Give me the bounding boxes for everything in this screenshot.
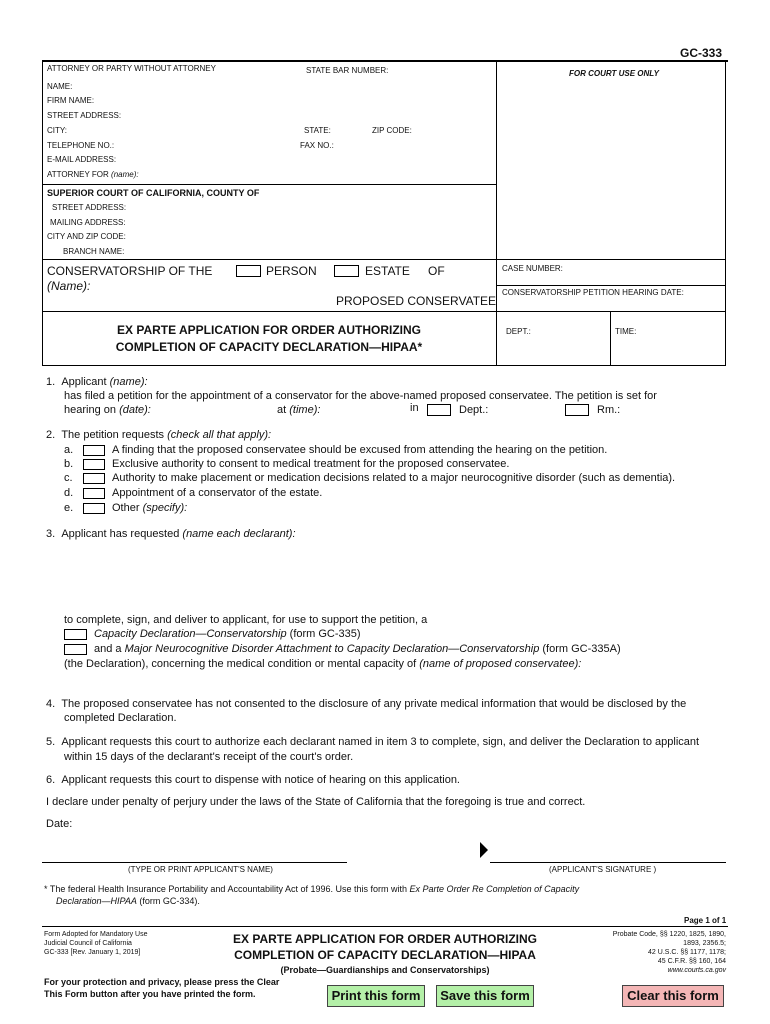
item3-attachment-text: and a Major Neurocognitive Disorder Attachment to Capacity Declaration—Conservatorship (form GC-335A) xyxy=(94,643,621,655)
footnote: * The federal Health Insurance Portability and Accountability Act of 1996. Use this form with Ex Parte Order Re Completion of Capacity xyxy=(44,884,580,894)
item6-text: 6. Applicant requests this court to dispense with notice of hearing on this application. xyxy=(46,774,460,786)
item3-label: 3. Applicant has requested (name each declarant): xyxy=(46,528,296,540)
declaration-statement: I declare under penalty of perjury under the laws of the State of California that the foregoing is true and correct. xyxy=(46,796,586,808)
zip-field[interactable]: ZIP CODE: xyxy=(372,126,412,135)
item2d-text: Appointment of a conservator of the estate. xyxy=(112,487,323,499)
item1-time: at (time): xyxy=(277,404,321,416)
item5-text: 5. Applicant requests this court to authorize each declarant named in item 3 to complete, sign, and deliver the Declaration to applicant xyxy=(46,736,700,748)
signature-line xyxy=(490,862,726,863)
arrow-icon xyxy=(480,842,488,858)
item2c-text: Authority to make placement or medication decisions related to a major neurocognitive disorder (such as dementia). xyxy=(112,472,676,484)
case-number-field[interactable]: CASE NUMBER: xyxy=(502,264,563,273)
item2a-text: A finding that the proposed conservatee should be excused from attending the hearing on the petition. xyxy=(112,444,608,456)
of-label: OF xyxy=(428,264,445,278)
item2d-checkbox[interactable] xyxy=(83,488,105,499)
signature-label: (APPLICANT'S SIGNATURE ) xyxy=(549,865,657,874)
item2c-checkbox[interactable] xyxy=(83,473,105,484)
item1-label: 1. Applicant (name): xyxy=(46,376,148,388)
applicant-name-field[interactable] xyxy=(42,840,347,862)
item2b-checkbox[interactable] xyxy=(83,459,105,470)
conservatorship-of: CONSERVATORSHIP OF THE xyxy=(47,264,213,278)
person-checkbox[interactable] xyxy=(236,265,261,277)
email-field[interactable]: E-MAIL ADDRESS: xyxy=(47,155,117,164)
item2a-checkbox[interactable] xyxy=(83,445,105,456)
item2-label: 2. The petition requests (check all that apply): xyxy=(46,429,272,441)
court-branch-field[interactable]: BRANCH NAME: xyxy=(63,247,125,256)
name-field[interactable]: NAME: xyxy=(47,82,73,91)
item1-dept: Dept.: xyxy=(459,404,489,416)
website-link: www.courts.ca.gov xyxy=(667,967,726,974)
city-field[interactable]: CITY: xyxy=(47,126,68,135)
item2b-text: Exclusive authority to consent to medical treatment for the proposed conservatee. xyxy=(112,458,510,470)
estate-checkbox[interactable] xyxy=(334,265,359,277)
state-bar-label: STATE BAR NUMBER: xyxy=(306,66,389,75)
estate-label: ESTATE xyxy=(365,264,410,278)
item3-declaration-text: (the Declaration), concerning the medical condition or mental capacity of (name of proposed conservatee): xyxy=(64,658,582,670)
item1-text: has filed a petition for the appointment of a conservator for the above-named proposed conservatee. The petition is set for xyxy=(64,390,657,402)
date-field[interactable]: Date: xyxy=(46,818,73,830)
name-line xyxy=(42,862,347,863)
attorney-label: ATTORNEY OR PARTY WITHOUT ATTORNEY xyxy=(47,64,216,73)
court-mailing-field[interactable]: MAILING ADDRESS: xyxy=(50,218,126,227)
clear-button[interactable]: Clear this form xyxy=(622,985,724,1007)
item3-capacity-text: Capacity Declaration—Conservatorship (form GC-335) xyxy=(94,628,361,640)
fax-field[interactable]: FAX NO.: xyxy=(300,141,334,150)
type-name-label: (TYPE OR PRINT APPLICANT'S NAME) xyxy=(128,865,273,874)
item1-in: in xyxy=(410,402,419,414)
phone-field[interactable]: TELEPHONE NO.: xyxy=(47,141,115,150)
form-id: GC-333 xyxy=(680,46,723,60)
time-field[interactable]: TIME: xyxy=(615,327,637,336)
item1-rm-checkbox[interactable] xyxy=(565,404,589,416)
footer-subtitle: (Probate—Guardianships and Conservatorships) xyxy=(280,965,490,975)
item3-attachment-checkbox[interactable] xyxy=(64,644,87,655)
item3-capacity-checkbox[interactable] xyxy=(64,629,87,640)
declarant-names-field[interactable] xyxy=(64,544,724,608)
court-use-label: FOR COURT USE ONLY xyxy=(569,69,659,78)
item4-text: 4. The proposed conservatee has not consented to the disclosure of any private medical information that would be disclosed by the xyxy=(46,698,687,710)
hearing-date-field[interactable]: CONSERVATORSHIP PETITION HEARING DATE: xyxy=(502,288,684,297)
court-city-field[interactable]: CITY AND ZIP CODE: xyxy=(47,232,126,241)
code-citations: Probate Code, §§ 1220, 1825, 1890, 1893, 2356.5; 42 U.S.C. §§ 1177, 1178; 45 C.F.R. §§ 160, 164 www.courts.ca.gov xyxy=(575,930,726,975)
caption-frame xyxy=(42,60,726,366)
street-field[interactable]: STREET ADDRESS: xyxy=(47,111,122,120)
item2e-text: Other (specify): xyxy=(112,502,188,514)
page-number: Page 1 of 1 xyxy=(684,916,727,925)
proposed-conservatee-label: PROPOSED CONSERVATEE xyxy=(336,294,497,308)
print-button[interactable]: Print this form xyxy=(327,985,425,1007)
footer-title: EX PARTE APPLICATION FOR ORDER AUTHORIZING COMPLETION OF CAPACITY DECLARATION—HIPAA xyxy=(232,932,537,962)
attorney-for-field[interactable]: ATTORNEY FOR (name): xyxy=(47,170,139,179)
caption-vertical-divider xyxy=(496,60,497,366)
firm-field[interactable]: FIRM NAME: xyxy=(47,96,95,105)
save-button[interactable]: Save this form xyxy=(436,985,534,1007)
item3-text: to complete, sign, and deliver to applicant, for use to support the petition, a xyxy=(64,614,428,626)
court-title: SUPERIOR COURT OF CALIFORNIA, COUNTY OF xyxy=(47,188,260,198)
state-field[interactable]: STATE: xyxy=(304,126,331,135)
form-title: EX PARTE APPLICATION FOR ORDER AUTHORIZING COMPLETION OF CAPACITY DECLARATION—HIPAA* xyxy=(115,323,423,354)
court-street-field[interactable]: STREET ADDRESS: xyxy=(52,203,127,212)
dept-field[interactable]: DEPT.: xyxy=(506,327,531,336)
item2e-checkbox[interactable] xyxy=(83,503,105,514)
item1-in-checkbox[interactable] xyxy=(427,404,451,416)
item1-hearing: hearing on (date): xyxy=(64,404,151,416)
conservatee-name-field[interactable]: (Name): xyxy=(47,279,91,293)
adopted-info: Form Adopted for Mandatory Use Judicial Council of California GC-333 [Rev. January 1, 2019] xyxy=(44,931,148,956)
privacy-note: For your protection and privacy, please press the Clear This Form button after you have printed the form. xyxy=(44,977,280,999)
person-label: PERSON xyxy=(266,264,317,278)
item1-rm: Rm.: xyxy=(597,404,621,416)
